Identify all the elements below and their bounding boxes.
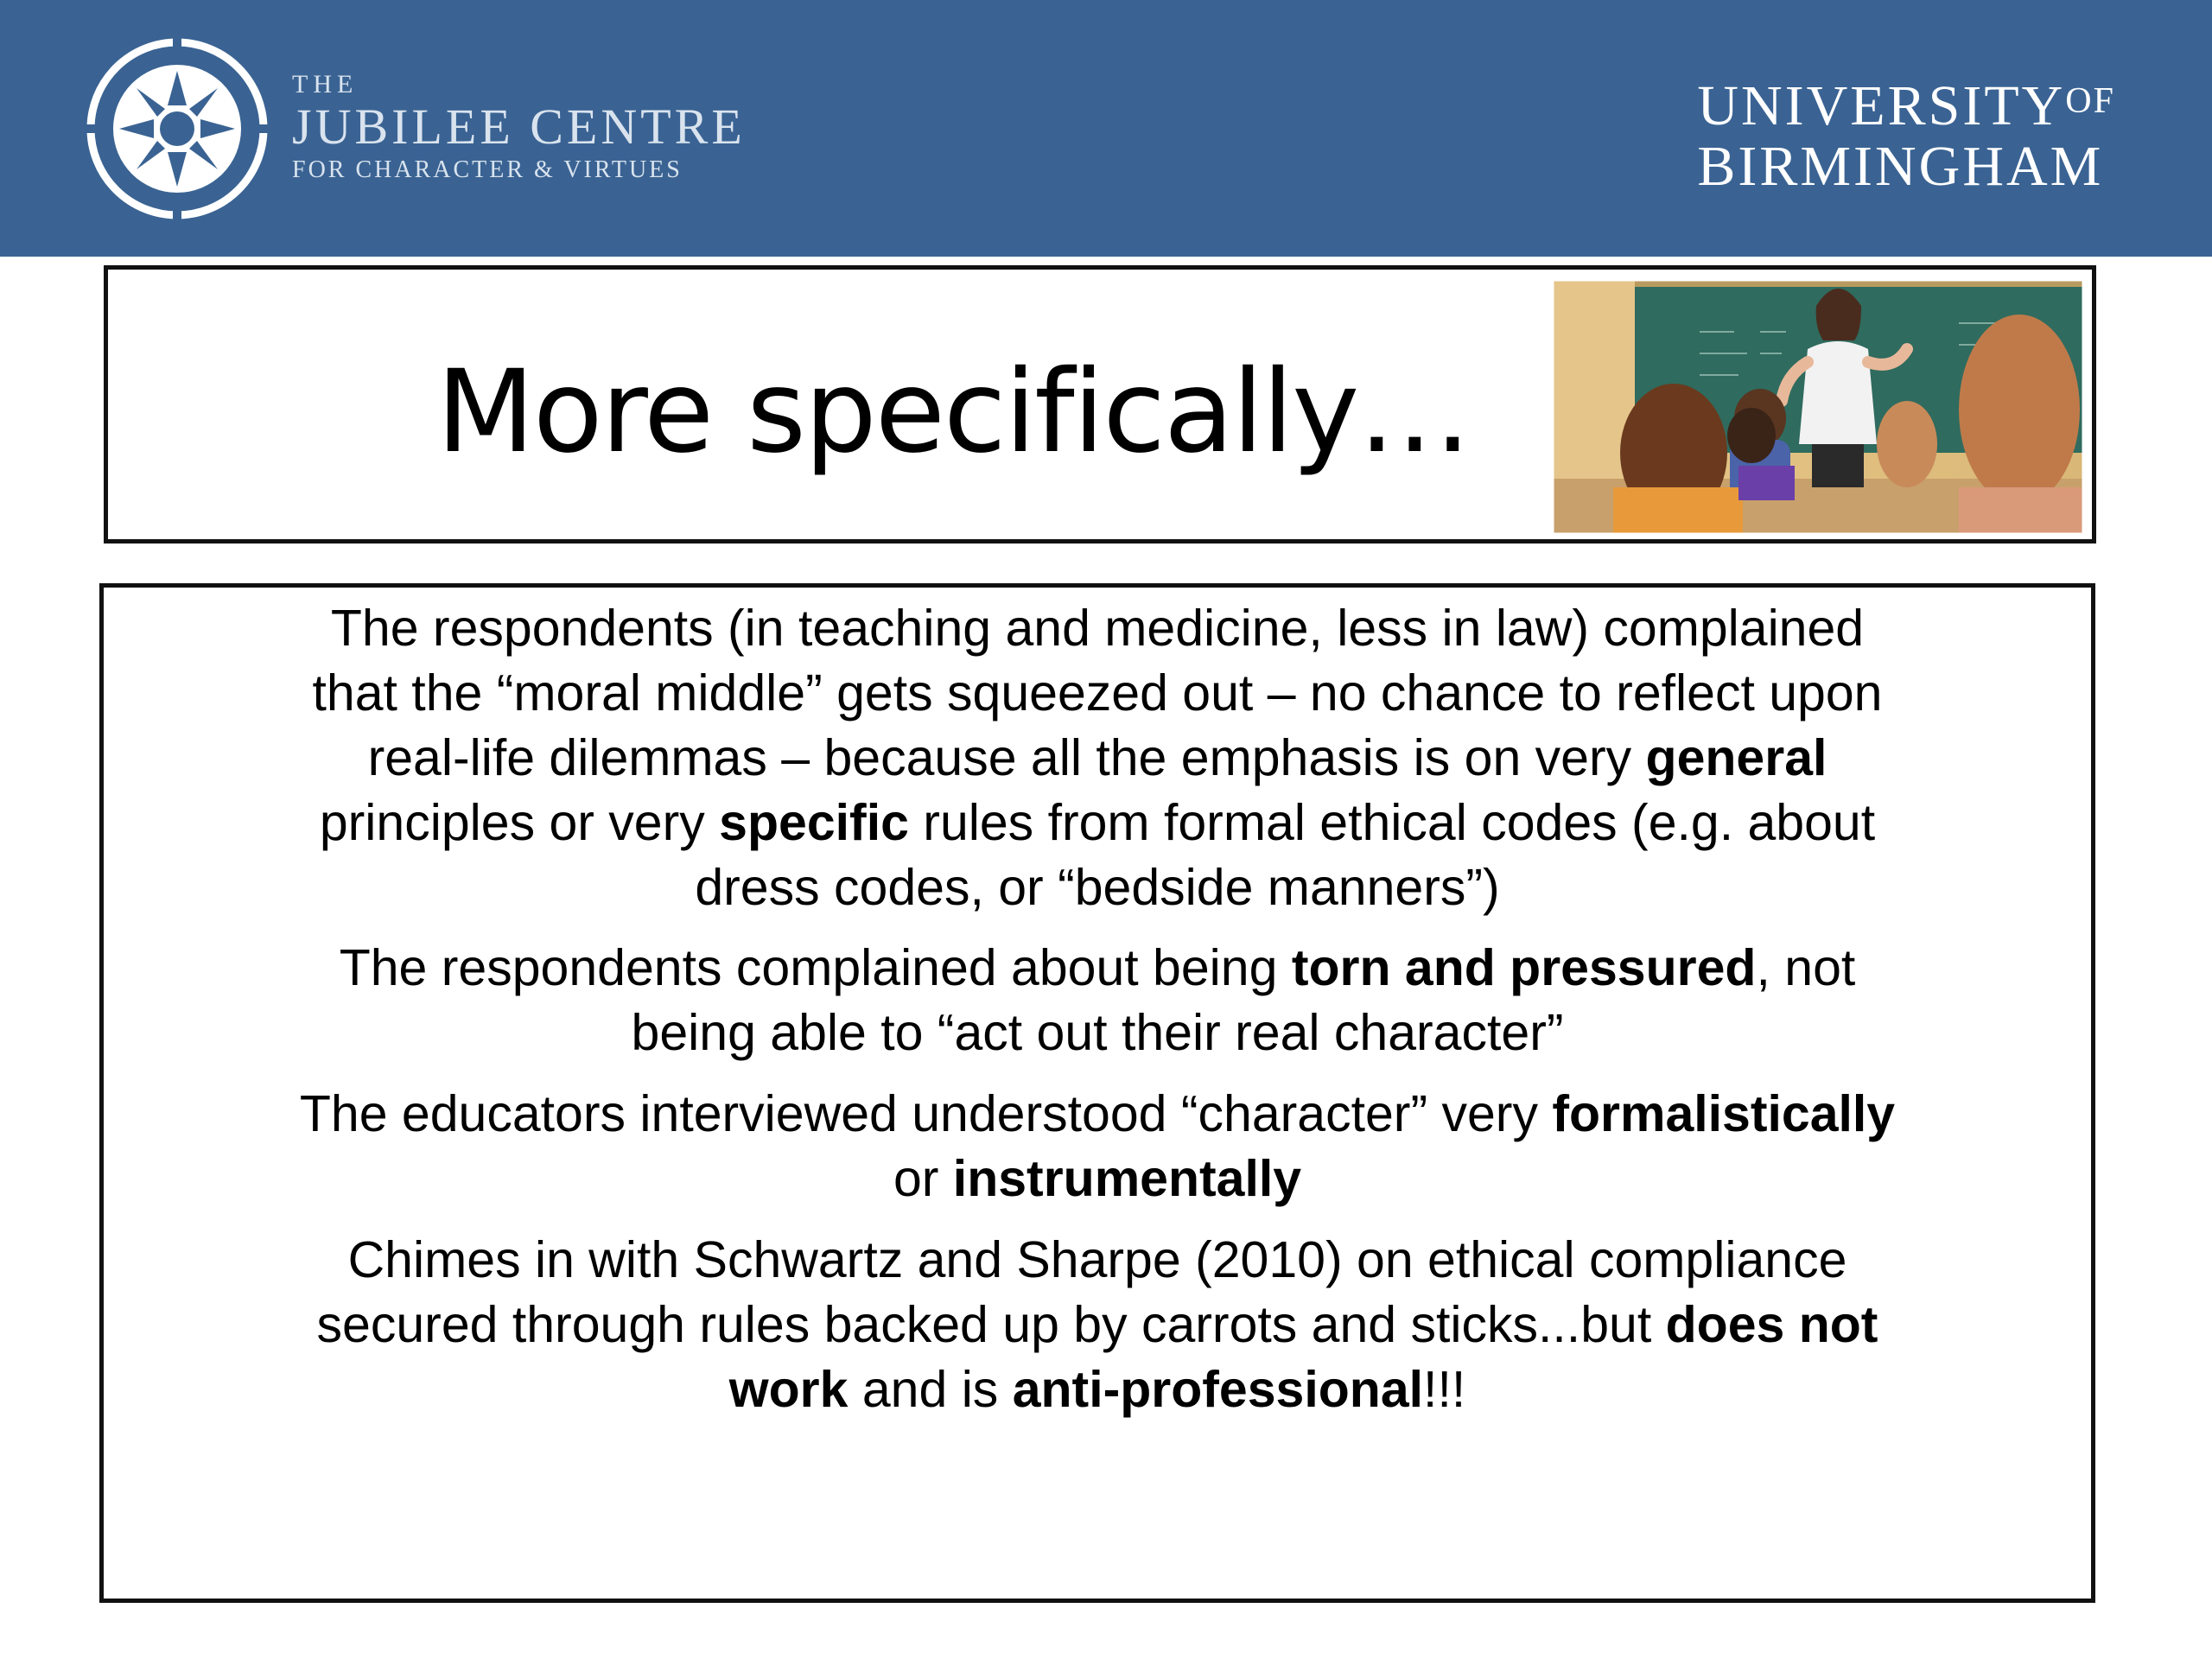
classroom-teacher-photo-icon: [1553, 280, 2083, 534]
of-word: OF: [2065, 81, 2115, 121]
centre-name-line2: JUBILEE CENTRE: [292, 99, 746, 155]
centre-name-line1: THE: [292, 70, 359, 99]
text-span: secured through rules backed up by carrots and sticks...but: [316, 1296, 1666, 1353]
text-line: that the “moral middle” gets squeezed out – no chance to reflect upon: [312, 664, 1883, 721]
university-of-birmingham-logo: [1697, 71, 2115, 197]
text-line: Chimes in with Schwartz and Sharpe (2010) on ethical compliance: [347, 1231, 1847, 1288]
bold-text: torn and pressured: [1291, 939, 1757, 996]
bold-text: anti-professional: [1012, 1361, 1424, 1418]
text-line: [104, 1082, 2091, 1147]
bold-text: instrumentally: [952, 1150, 1302, 1207]
jubilee-centre-emblem-icon: [85, 36, 270, 221]
text-span: rules from formal ethical codes (e.g. about: [908, 794, 1876, 851]
text-line: The respondents (in teaching and medicine, less in law) complained: [330, 600, 1865, 657]
birmingham-word: BIRMINGHAM: [1697, 135, 2104, 198]
text-span: The educators interviewed understood “character” very: [299, 1085, 1553, 1142]
jubilee-centre-name: [292, 71, 746, 185]
text-line: [104, 791, 2091, 855]
text-line: [104, 1147, 2091, 1211]
bold-text: does not: [1665, 1296, 1878, 1353]
bold-text: specific: [719, 794, 909, 851]
text-line: dress codes, or “bedside manners”): [695, 859, 1500, 916]
content-box: [99, 583, 2095, 1603]
slide-title: More specifically…: [436, 346, 1471, 479]
university-word: UNIVERSITY: [1697, 74, 2066, 137]
bold-text: formalistically: [1552, 1085, 1896, 1142]
text-span: principles or very: [319, 794, 720, 851]
text-span: , not: [1756, 939, 1856, 996]
paragraph-moral-middle: [104, 596, 2091, 920]
text-span: !!!: [1423, 1361, 1466, 1418]
paragraph-formalistically: [104, 1082, 2091, 1211]
centre-name-line3: FOR CHARACTER & VIRTUES: [292, 156, 683, 183]
text-line: being able to “act out their real character”: [631, 1004, 1564, 1061]
paragraph-torn-pressured: [104, 936, 2091, 1065]
text-span: real-life dilemmas – because all the emphasis is on very: [367, 729, 1646, 786]
text-span: or: [893, 1150, 953, 1207]
text-line: [104, 1293, 2091, 1357]
text-span: and is: [848, 1361, 1013, 1418]
bold-text: general: [1645, 729, 1827, 786]
bold-text: work: [728, 1361, 849, 1418]
text-line: [104, 726, 2091, 791]
paragraph-schwartz-sharpe: [104, 1228, 2091, 1422]
header-banner: [0, 0, 2212, 257]
text-span: The respondents complained about being: [339, 939, 1292, 996]
text-line: [104, 936, 2091, 1001]
text-line: [104, 1357, 2091, 1422]
title-box: [104, 265, 2096, 543]
